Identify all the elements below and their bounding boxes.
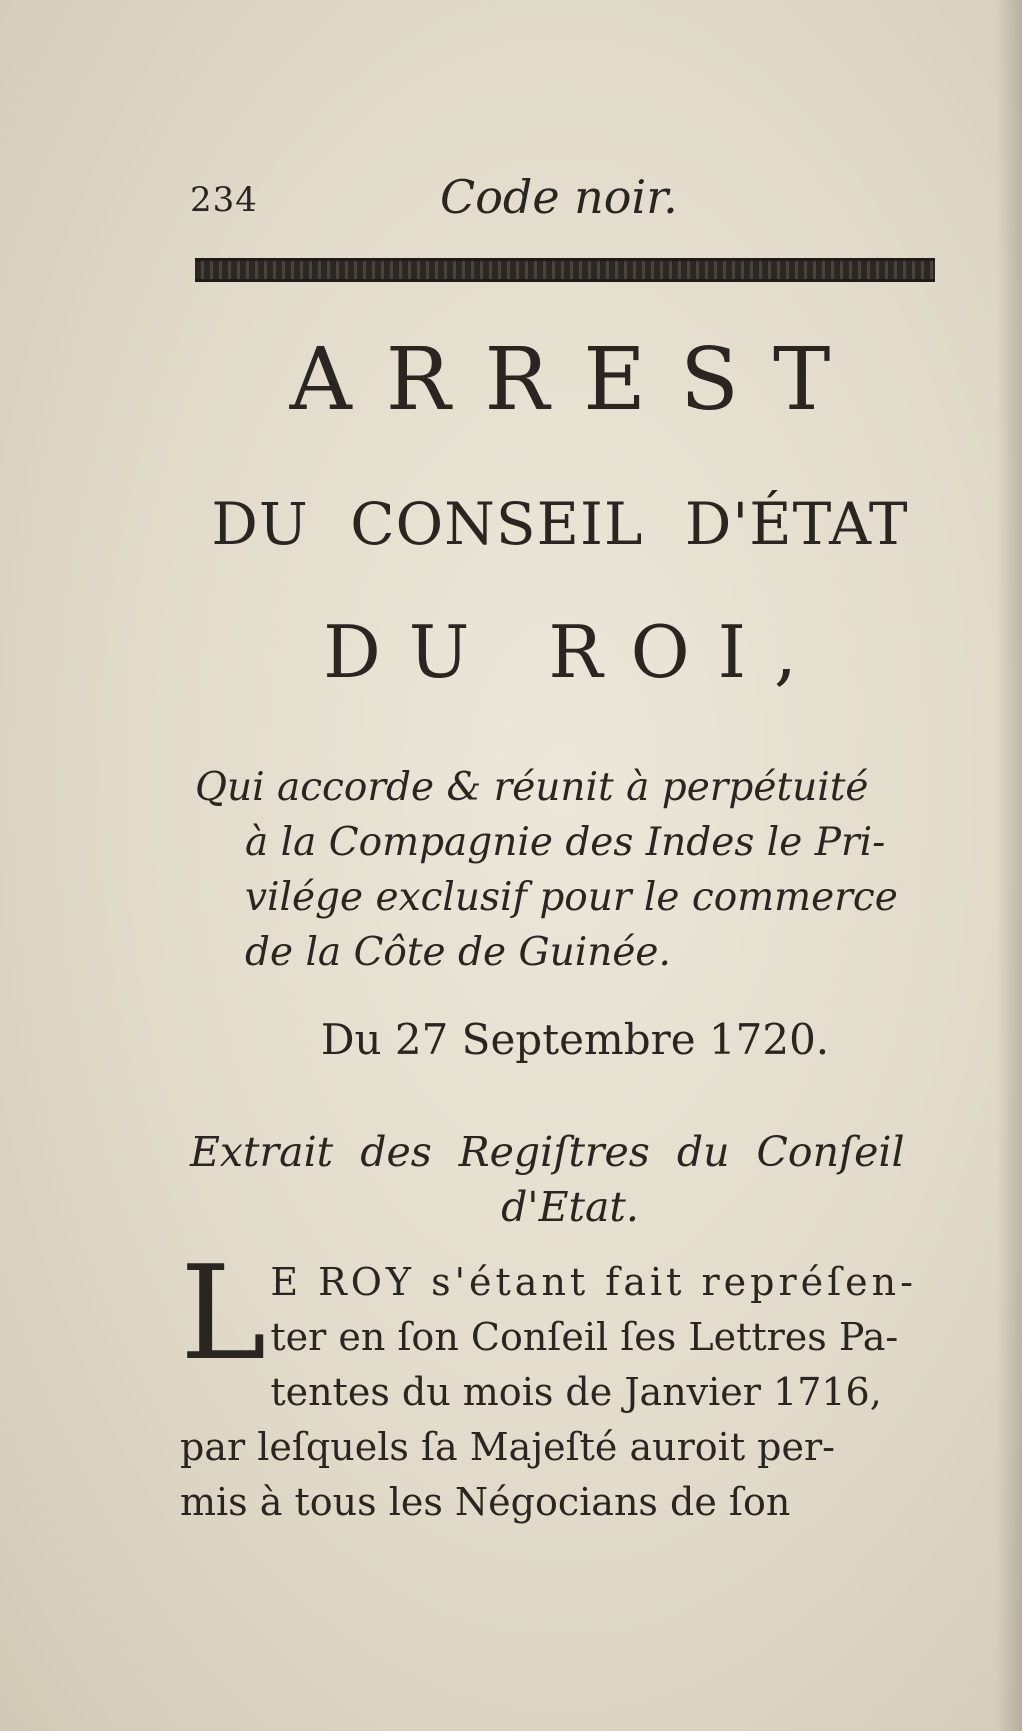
running-title: Code noir. <box>440 170 678 224</box>
running-head <box>190 170 930 230</box>
subtitle-line: Qui accorde & réunit à perpétuité <box>195 765 869 810</box>
extract-line: Extrait des Regiſtres du Conſeil <box>190 1128 905 1176</box>
subtitle-line: à la Compagnie des Indes le Pri- <box>245 820 886 865</box>
body-line: ter en ſon Conſeil ſes Lettres Pa- <box>270 1315 899 1359</box>
page-number: 234 <box>190 180 258 220</box>
title-conseil: DU CONSEIL D'ÉTAT <box>211 490 909 558</box>
body-line: par leſquels ſa Majeſté auroit per- <box>180 1425 835 1469</box>
ornamental-rule <box>195 258 935 282</box>
body-text <box>180 1237 940 1530</box>
subtitle-line: vilége exclusif pour le commerce <box>245 875 898 920</box>
date-line: Du 27 Septembre 1720. <box>320 1015 830 1064</box>
title-arrest: ARREST <box>289 330 865 430</box>
extract-line: d'Etat. <box>501 1183 639 1231</box>
extract-heading <box>190 1125 950 1235</box>
body-line: tentes du mois de Janvier 1716, <box>270 1370 882 1414</box>
title-roi: DU ROI, <box>323 610 825 694</box>
body-line: E ROY s'étant fait repréſen- <box>270 1260 917 1304</box>
subtitle <box>195 760 955 980</box>
subtitle-line: de la Côte de Guinée. <box>245 930 671 975</box>
drop-cap: L <box>180 1237 267 1389</box>
body-line: mis à tous les Négocians de ſon <box>180 1480 791 1524</box>
